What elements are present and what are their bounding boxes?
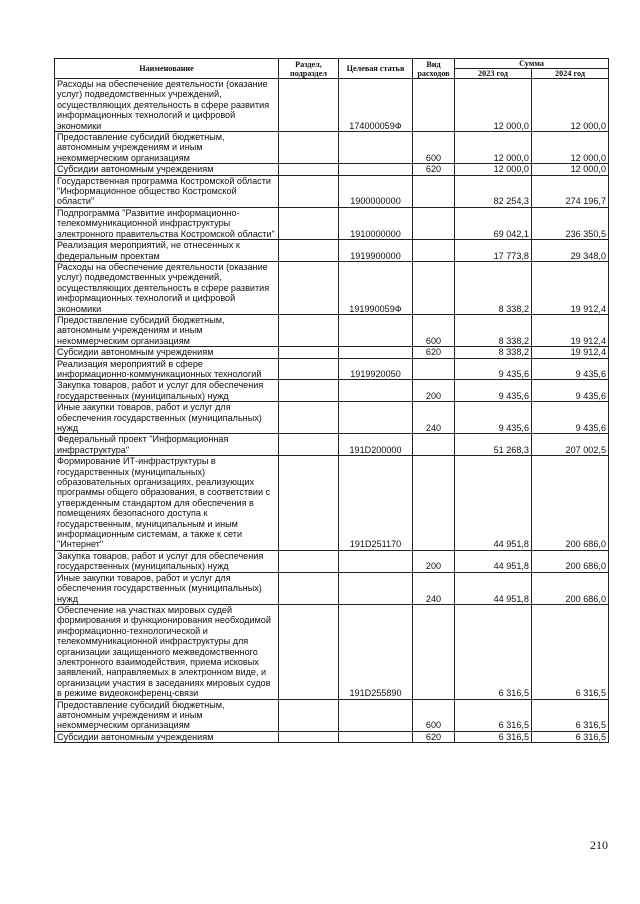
cell-section — [279, 434, 339, 456]
cell-y2024: 12 000,0 — [532, 79, 609, 132]
header-type: Вид расходов — [413, 59, 455, 79]
cell-section — [279, 132, 339, 164]
cell-type — [413, 240, 455, 262]
cell-y2024: 19 912,4 — [532, 347, 609, 358]
cell-section — [279, 175, 339, 207]
table-row — [55, 699, 609, 731]
cell-y2024: 19 912,4 — [532, 261, 609, 314]
cell-name: Формирование ИТ-инфраструктуры в государственных (муниципальных) образовательных организациях, реализующих программы общего образования, в соответствии с утвержденным стандартом для обеспечения в помещениях безопасного доступа к государственным, муниципальным и иным информационным системам, а также к сети "Интернет" — [55, 456, 279, 551]
cell-section — [279, 550, 339, 572]
table-row — [55, 261, 609, 314]
cell-name: Закупка товаров, работ и услуг для обеспечения государственных (муниципальных) нужд — [55, 380, 279, 402]
table-body — [55, 79, 609, 743]
cell-y2023: 9 435,6 — [455, 358, 532, 380]
cell-y2023: 51 268,3 — [455, 434, 532, 456]
cell-y2023: 8 338,2 — [455, 314, 532, 346]
cell-section — [279, 164, 339, 175]
cell-name: Предоставление субсидий бюджетным, автономным учреждениям и иным некоммерческим организациям — [55, 314, 279, 346]
cell-type — [413, 604, 455, 699]
cell-y2023: 12 000,0 — [455, 79, 532, 132]
cell-target — [339, 550, 413, 572]
cell-y2024: 9 435,6 — [532, 380, 609, 402]
cell-target — [339, 731, 413, 742]
cell-y2023: 82 254,3 — [455, 175, 532, 207]
cell-name: Обеспечение на участках мировых судей формирования и функционирования необходимой информационно-технологической и телекоммуникационной инфраструктуры для организации защищенного межведомственного электронного взаимодействия, приема исковых заявлений, направляемых в электронном виде, и организации участия в заседаниях мировых судов в режиме видеоконференц-связи — [55, 604, 279, 699]
cell-type — [413, 79, 455, 132]
cell-y2023: 12 000,0 — [455, 132, 532, 164]
cell-y2023: 44 951,8 — [455, 456, 532, 551]
header-2023: 2023 год — [455, 69, 532, 79]
cell-type: 620 — [413, 347, 455, 358]
cell-target — [339, 314, 413, 346]
table-row — [55, 207, 609, 239]
cell-target: 174000059Ф — [339, 79, 413, 132]
cell-name: Реализация мероприятий, не отнесенных к федеральным проектам — [55, 240, 279, 262]
cell-section — [279, 314, 339, 346]
cell-section — [279, 79, 339, 132]
cell-type: 240 — [413, 572, 455, 604]
cell-y2024: 207 002,5 — [532, 434, 609, 456]
cell-name: Государственная программа Костромской области "Информационное общество Костромской области" — [55, 175, 279, 207]
cell-name: Федеральный проект "Информационная инфраструктура" — [55, 434, 279, 456]
header-section: Раздел, подраздел — [279, 59, 339, 79]
cell-y2024: 6 316,5 — [532, 699, 609, 731]
table-row — [55, 456, 609, 551]
cell-target — [339, 347, 413, 358]
table-row — [55, 358, 609, 380]
cell-y2023: 6 316,5 — [455, 604, 532, 699]
page-number: 210 — [590, 838, 608, 852]
cell-type — [413, 358, 455, 380]
cell-section — [279, 731, 339, 742]
cell-target — [339, 380, 413, 402]
cell-name: Подпрограмма "Развитие информационно-телекоммуникационной инфраструктуры электронного правительства Костромской области" — [55, 207, 279, 239]
cell-target: 191D200000 — [339, 434, 413, 456]
table-row — [55, 132, 609, 164]
cell-y2024: 200 686,0 — [532, 572, 609, 604]
cell-y2023: 9 435,6 — [455, 380, 532, 402]
cell-section — [279, 261, 339, 314]
table-row — [55, 314, 609, 346]
table-row — [55, 380, 609, 402]
cell-target: 1919900000 — [339, 240, 413, 262]
cell-target — [339, 572, 413, 604]
cell-target: 191D251170 — [339, 456, 413, 551]
cell-target — [339, 699, 413, 731]
cell-type — [413, 434, 455, 456]
cell-target: 1919920050 — [339, 358, 413, 380]
cell-y2023: 44 951,8 — [455, 550, 532, 572]
cell-y2024: 274 196,7 — [532, 175, 609, 207]
cell-name: Реализация мероприятий в сфере информационно-коммуникационных технологий — [55, 358, 279, 380]
table-row — [55, 79, 609, 132]
cell-target: 191990059Ф — [339, 261, 413, 314]
cell-y2024: 6 316,5 — [532, 604, 609, 699]
cell-y2024: 19 912,4 — [532, 314, 609, 346]
cell-y2024: 9 435,6 — [532, 402, 609, 434]
cell-type: 200 — [413, 550, 455, 572]
cell-name: Иные закупки товаров, работ и услуг для обеспечения государственных (муниципальных) нужд — [55, 572, 279, 604]
table-row — [55, 175, 609, 207]
cell-type: 620 — [413, 731, 455, 742]
table-row — [55, 240, 609, 262]
table-row — [55, 164, 609, 175]
table-row — [55, 572, 609, 604]
budget-table — [54, 58, 609, 743]
cell-target: 1910000000 — [339, 207, 413, 239]
header-2024: 2024 год — [532, 69, 609, 79]
cell-y2024: 236 350,5 — [532, 207, 609, 239]
header-name: Наименование — [55, 59, 279, 79]
cell-type — [413, 207, 455, 239]
table-row — [55, 402, 609, 434]
cell-type: 200 — [413, 380, 455, 402]
cell-y2023: 9 435,6 — [455, 402, 532, 434]
cell-type: 600 — [413, 132, 455, 164]
cell-target: 191D255890 — [339, 604, 413, 699]
cell-y2023: 44 951,8 — [455, 572, 532, 604]
cell-y2023: 8 338,2 — [455, 347, 532, 358]
cell-y2024: 200 686,0 — [532, 456, 609, 551]
cell-y2023: 12 000,0 — [455, 164, 532, 175]
cell-y2023: 8 338,2 — [455, 261, 532, 314]
cell-section — [279, 358, 339, 380]
cell-y2024: 9 435,6 — [532, 358, 609, 380]
cell-type: 600 — [413, 699, 455, 731]
cell-type — [413, 175, 455, 207]
cell-type: 600 — [413, 314, 455, 346]
cell-y2024: 12 000,0 — [532, 164, 609, 175]
cell-y2023: 6 316,5 — [455, 699, 532, 731]
cell-name: Предоставление субсидий бюджетным, автономным учреждениям и иным некоммерческим организациям — [55, 699, 279, 731]
cell-type — [413, 456, 455, 551]
cell-name: Закупка товаров, работ и услуг для обеспечения государственных (муниципальных) нужд — [55, 550, 279, 572]
cell-type — [413, 261, 455, 314]
header-sum: Сумма — [455, 59, 609, 69]
cell-y2024: 6 316,5 — [532, 731, 609, 742]
cell-section — [279, 240, 339, 262]
cell-target — [339, 164, 413, 175]
cell-section — [279, 604, 339, 699]
table-row — [55, 550, 609, 572]
cell-section — [279, 456, 339, 551]
table-row — [55, 604, 609, 699]
cell-section — [279, 207, 339, 239]
table-row — [55, 434, 609, 456]
table-row — [55, 731, 609, 742]
cell-name: Расходы на обеспечение деятельности (оказание услуг) подведомственных учреждений, осуществляющих деятельность в сфере развития информационных технологий и цифровой экономики — [55, 79, 279, 132]
cell-target: 1900000000 — [339, 175, 413, 207]
cell-y2024: 12 000,0 — [532, 132, 609, 164]
cell-y2023: 17 773,8 — [455, 240, 532, 262]
cell-name: Предоставление субсидий бюджетным, автономным учреждениям и иным некоммерческим организациям — [55, 132, 279, 164]
cell-section — [279, 380, 339, 402]
cell-name: Субсидии автономным учреждениям — [55, 731, 279, 742]
cell-name: Расходы на обеспечение деятельности (оказание услуг) подведомственных учреждений, осуществляющих деятельность в сфере развития информационных технологий и цифровой экономики — [55, 261, 279, 314]
cell-name: Иные закупки товаров, работ и услуг для обеспечения государственных (муниципальных) нужд — [55, 402, 279, 434]
cell-y2024: 200 686,0 — [532, 550, 609, 572]
table-row — [55, 347, 609, 358]
cell-type: 240 — [413, 402, 455, 434]
cell-y2024: 29 348,0 — [532, 240, 609, 262]
cell-name: Субсидии автономным учреждениям — [55, 164, 279, 175]
cell-type: 620 — [413, 164, 455, 175]
cell-section — [279, 572, 339, 604]
cell-target — [339, 132, 413, 164]
cell-section — [279, 699, 339, 731]
header-target: Целевая статья — [339, 59, 413, 79]
cell-target — [339, 402, 413, 434]
cell-section — [279, 347, 339, 358]
cell-name: Субсидии автономным учреждениям — [55, 347, 279, 358]
cell-y2023: 69 042,1 — [455, 207, 532, 239]
cell-section — [279, 402, 339, 434]
cell-y2023: 6 316,5 — [455, 731, 532, 742]
